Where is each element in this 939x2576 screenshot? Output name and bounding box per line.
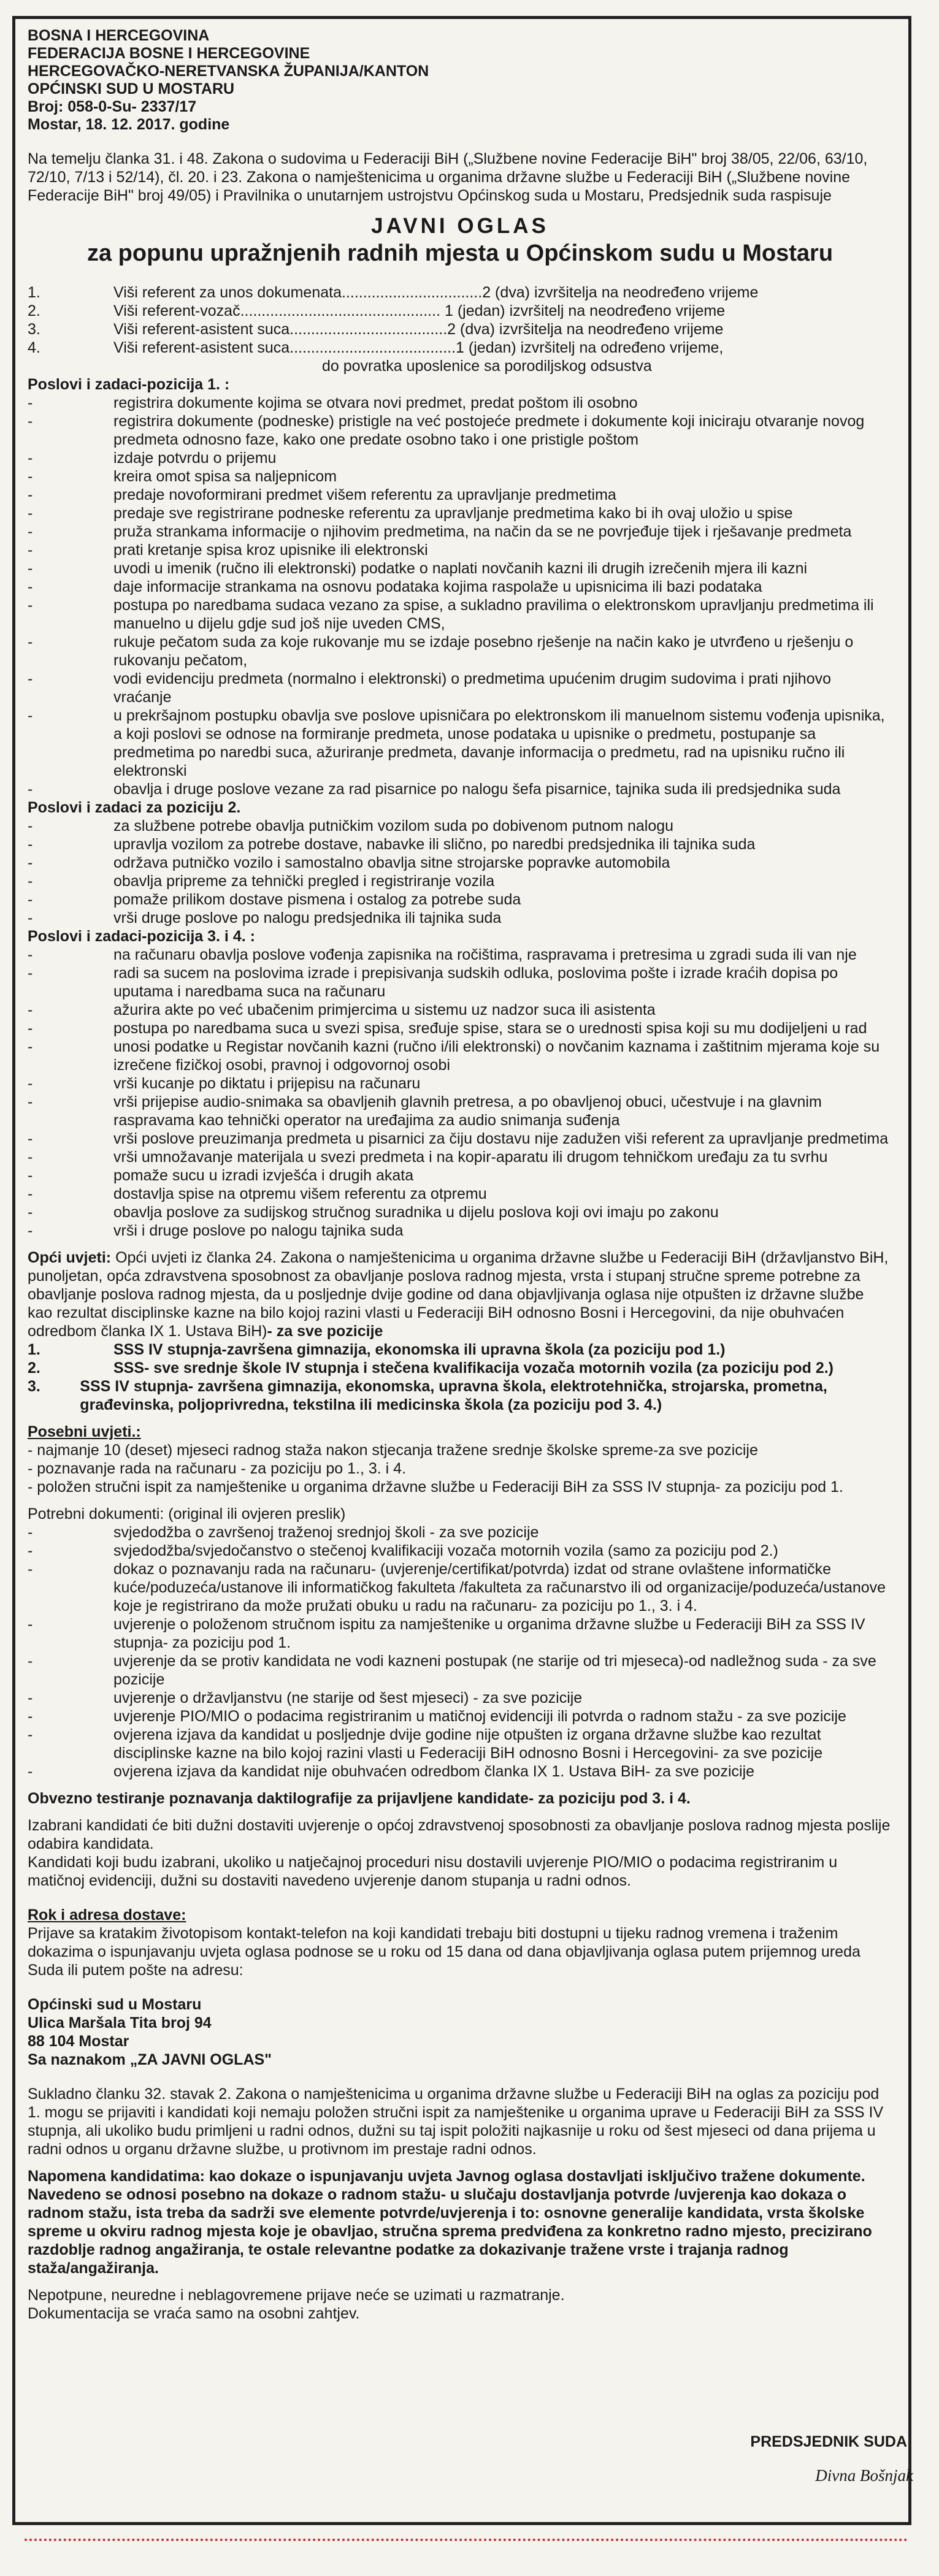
closing-line: Dokumentacija se vraća samo na osobni zahtjev.	[28, 2305, 360, 2322]
position-item	[28, 302, 892, 320]
position-text: Viši referent-vozač............................................... 1 (jedan) izvršitelj na neodređeno vrijeme	[113, 302, 726, 319]
bullet-dash: -	[28, 909, 33, 927]
header-line: Broj: 058-0-Su- 2337/17	[28, 98, 197, 115]
duty-item	[28, 559, 892, 578]
special-condition: - poznavanje rada na računaru - za poziciju po 1., 3. i 4.	[28, 1460, 407, 1477]
bullet-dash: -	[28, 1093, 33, 1110]
education-text: SSS IV stupnja- završena gimnazija, ekonomska, upravna škola, elektrotehnička, strojarska, prometna, građevinska, poljoprivredna, tekstilna ili medicinska škola (za poziciju pod 3. 4.)	[80, 1378, 827, 1413]
duty-text: uvjerenje da se protiv kandidata ne vodi kazneni postupak (ne starije od tri mjeseca)-od nadležnog suda - za sve pozicije	[113, 1653, 876, 1688]
duty-text: predaje sve registrirane podneske referentu za upravljanje predmetima kako bi ih ovaj uložio u spise	[113, 505, 793, 522]
duty-text: daje informacije strankama na osnovu podataka kojima raspolaže u upisnicima ili bazi podataka	[113, 578, 762, 595]
education-item	[28, 1340, 892, 1359]
duties-2-list	[28, 817, 892, 927]
duty-item	[28, 1019, 892, 1038]
bullet-dash: -	[28, 413, 33, 430]
duty-item	[28, 1560, 892, 1615]
general-conditions-label: Opći uvjeti:	[28, 1249, 112, 1266]
documents-heading: Potrebni dokumenti: (original ili ovjeren preslik)	[28, 1505, 346, 1523]
duty-text: vodi evidenciju predmeta (normalno i elektronski) o predmetima upućenim drugim sudovima i prati njihovo vraćanje	[113, 670, 831, 706]
duty-item	[28, 1652, 892, 1689]
education-text: SSS- sve srednje škole IV stupnja i stečena kvalifikacija vozača motornih vozila (za poziciju pod 2.)	[113, 1359, 834, 1377]
duty-text: obavlja poslove za sudijskog stručnog suradnika u dijelu poslova koji ovi imaju po zakonu	[113, 1204, 719, 1221]
duties-2-heading: Poslovi i zadaci za poziciju 2.	[28, 799, 241, 816]
duties-34-heading: Poslovi i zadaci-pozicija 3. i 4. :	[28, 928, 255, 945]
duty-text: pomaže prilikom dostave pismena i ostalog za potrebe suda	[113, 891, 521, 908]
bullet-dash: -	[28, 541, 33, 559]
bullet-dash: -	[28, 1726, 33, 1743]
bullet-dash: -	[28, 449, 33, 467]
duty-text: dostavlja spise na otpremu višem referentu za otpremu	[113, 1185, 487, 1202]
position-number	[28, 357, 113, 375]
duties-34-list	[28, 946, 892, 1240]
bullet-dash: -	[28, 1689, 33, 1707]
bullet-dash: -	[28, 891, 33, 908]
duty-text: registrira dokumente kojima se otvara novi predmet, predat poštom ili osobno	[113, 394, 638, 411]
position-number: 4.	[28, 339, 40, 356]
duty-item	[28, 1221, 892, 1240]
duty-item	[28, 1038, 892, 1074]
address-line: Općinski sud u Mostaru	[28, 1996, 202, 2013]
duty-item	[28, 449, 892, 467]
duty-text: vrši umnožavanje materijala u svezi predmeta i na kopir-aparatu ili drugom tehničkom uređaju za tu svrhu	[113, 1148, 828, 1166]
duty-item	[28, 1707, 892, 1726]
education-number: 3.	[28, 1378, 40, 1395]
header-line: Mostar, 18. 12. 2017. godine	[28, 116, 230, 133]
duty-item	[28, 522, 892, 541]
bullet-dash: -	[28, 523, 33, 540]
bullet-dash: -	[28, 1130, 33, 1147]
duty-item	[28, 596, 892, 633]
duty-item	[28, 1185, 892, 1203]
bullet-dash: -	[28, 633, 33, 651]
bullet-dash: -	[28, 578, 33, 595]
duty-item	[28, 1148, 892, 1166]
duty-text: obavlja pripreme za tehnički pregled i registriranje vozila	[113, 873, 495, 890]
duty-item	[28, 890, 892, 909]
bullet-dash: -	[28, 707, 33, 724]
duty-item	[28, 854, 892, 872]
position-item	[28, 338, 892, 357]
bullet-dash: -	[28, 505, 33, 522]
bullet-dash: -	[28, 597, 33, 614]
duty-text: svjedodžba o završenoj traženoj srednjoj školi - za sve pozicije	[113, 1524, 539, 1541]
duty-text: pomaže sucu u izradi izvješća i drugih akata	[113, 1167, 414, 1184]
bullet-dash: -	[28, 1001, 33, 1019]
duty-text: radi sa sucem na poslovima izrade i prepisivanja sudskih odluka, poslovima pošte i izrade kraćih dopisa po uputama i naredbama suca na računaru	[113, 965, 838, 1000]
public-notice	[28, 27, 892, 2323]
education-text: SSS IV stupnja-završena gimnazija, ekonomska ili upravna škola (za poziciju pod 1.)	[113, 1341, 726, 1358]
position-text: do povratka uposlenice sa porodiljskog odsustva	[322, 357, 652, 375]
mailing-address	[28, 1995, 892, 2069]
duty-text: ovjerena izjava da kandidat nije obuhvaćen odredbom članka IX 1. Ustava BiH- za sve pozicije	[113, 1763, 755, 1780]
deadline-heading: Rok i adresa dostave:	[28, 1906, 186, 1924]
bullet-dash: -	[28, 873, 33, 890]
duty-item	[28, 964, 892, 1001]
duty-text: uvodi u imenik (ručno ili elektronski) podatke o naplati novčanih kazni ili drugih izrečenih mjera ili kazni	[113, 560, 808, 577]
bullet-dash: -	[28, 1167, 33, 1184]
duty-item	[28, 504, 892, 522]
duty-item	[28, 1001, 892, 1019]
duty-text: uvjerenje PIO/MIO o podacima registriranim u matičnoj evidenciji ili potvrda o radnom stažu - za sve pozicije	[113, 1708, 846, 1725]
duty-item	[28, 1203, 892, 1221]
general-conditions-tail: - za sve pozicije	[267, 1323, 383, 1340]
bullet-dash: -	[28, 1148, 33, 1166]
header-line: OPĆINSKI SUD U MOSTARU	[28, 80, 235, 97]
education-number: 2.	[28, 1359, 40, 1377]
duty-item	[28, 1726, 892, 1762]
duty-text: uvjerenje o državljanstvu (ne starije od šest mjeseci) - za sve pozicije	[113, 1689, 583, 1707]
bullet-dash: -	[28, 1075, 33, 1092]
bullet-dash: -	[28, 394, 33, 411]
duty-item	[28, 872, 892, 890]
bullet-dash: -	[28, 1542, 33, 1559]
duty-item	[28, 780, 892, 798]
duty-text: unosi podatke u Registar novčanih kazni (ručno i/ili elektronski) o novčanim kaznama i zaštitnim mjerama koje su izrečene fizičkoj osobi, pravnoj i odgovornoj osobi	[113, 1038, 880, 1074]
general-conditions	[28, 1248, 892, 1340]
position-item	[28, 283, 892, 302]
candidate-note: Napomena kandidatima: kao dokaze o ispunjavanju uvjeta Javnog oglasa dostavljati isključivo tražene dokumente. Navedeno se odnosi posebno na dokaze o radnom stažu- u slučaju dostavljanja potvrde /uvjerenja kao dokaza o radnom stažu, ista treba da sadrži sve elemente potvrde/uvjerenja i to: osnovne generalije kandidata, vrsta školske spreme u okviru radnog mjesta koje je obavljao, stručna sprema predviđena za konkretno radno mjesto, precizirano razdoblje radnog angažiranja, te ostale relevantne podatke za dokazivanje tražene vrste i trajanja radnog staža/angažiranja.	[28, 2168, 872, 2277]
duty-item	[28, 486, 892, 504]
notice-subtitle: za popunu upražnjenih radnih mjesta u Općinskom sudu u Mostaru	[86, 240, 834, 266]
closing-line: Nepotpune, neuredne i neblagovremene prijave neće se uzimati u razmatranje.	[28, 2287, 565, 2304]
header-line: HERCEGOVAČKO-NERETVANSKA ŽUPANIJA/KANTON	[28, 63, 429, 80]
duty-text: rukuje pečatom suda za koje rukovanje mu se izdaje posebno rješenje na način kako je utvrđeno u rješenju o rukovanju pečatom,	[113, 633, 854, 669]
bullet-dash: -	[28, 854, 33, 871]
duty-item	[28, 706, 892, 780]
bullet-dash: -	[28, 836, 33, 853]
duty-item	[28, 1074, 892, 1093]
duty-item	[28, 835, 892, 854]
duty-text: za službene potrebe obavlja putničkim vozilom suda po dobivenom putnom nalogu	[113, 817, 674, 835]
duty-text: vrši kucanje po diktatu i prijepisu na računaru	[113, 1075, 421, 1092]
bullet-dash: -	[28, 781, 33, 798]
duty-item	[28, 541, 892, 559]
bullet-dash: -	[28, 670, 33, 687]
duty-text: vrši druge poslove po nalogu predsjednika ili tajnika suda	[113, 909, 502, 927]
bullet-dash: -	[28, 1708, 33, 1725]
page-bottom-border	[25, 2539, 908, 2544]
duty-item	[28, 1093, 892, 1129]
position-text: Viši referent za unos dokumenata.................................2 (dva) izvršitelja na neodređeno vrijeme	[113, 284, 759, 301]
bullet-dash: -	[28, 1524, 33, 1541]
duty-item	[28, 633, 892, 670]
duty-text: dokaz o poznavanju rada na računaru- (uvjerenje/certifikat/potvrda) izdat od strane ovlaštene informatičke kuće/poduzeća/ustanove ili informatičkog fakulteta /fakulteta za računarstvo ili od organizacije/poduzeća/ustanove koje je registrirano da može pružati obuku u radu na računaru- za poziciju po 1., 3. i 4.	[113, 1561, 886, 1615]
positions-list	[28, 283, 892, 375]
article-32-note: Sukladno članku 32. stavak 2. Zakona o namještenicima u organima državne službe u Federaciji BiH na oglas za poziciju pod 1. mogu se prijaviti i kandidati koji nemaju položen stručni ispit za namještenike u organima uprave u Federaciji BiH za SSS IV stupnja, ali ukoliko budu primljeni u radni odnos, dužni su taj ispit položiti najkasnije u roku od šest mjeseci od dana prijema u radni odnos u organu državne službe, u protivnom im prestaje radni odnos.	[28, 2085, 884, 2158]
address-line: Ulica Maršala Tita broj 94	[28, 2014, 212, 2031]
duty-text: u prekršajnom postupku obavlja sve poslove upisničara po elektronskom ili manuelnom sistemu vođenja upisnika, a koji poslovi se odnose na formiranje predmeta, unose podataka u upisnike o predmetu, postupanje sa predmetima po naredbi suca, ažuriranje predmeta, davanje informacija o predmetu, rad na upisniku ručno ili elektronski	[113, 707, 885, 779]
bullet-dash: -	[28, 1616, 33, 1633]
duty-item	[28, 412, 892, 449]
duty-text: predaje novoformirani predmet višem referentu za upravljanje predmetima	[113, 486, 616, 503]
duty-text: kreira omot spisa sa naljepnicom	[113, 468, 337, 485]
intro-paragraph: Na temelju članka 31. i 48. Zakona o sudovima u Federaciji BiH („Službene novine Federacije BiH" broj 38/05, 22/06, 63/10, 72/10, 7/13 i 52/14), čl. 20. i 23. Zakona o namještenicima u organima državne službe u Federaciji BiH („Službene novine Federacije BiH" broj 49/05) i Pravilnika o unutarnjem ustrojstvu Općinskog suda u Mostaru, Predsjednik suda raspisuje	[28, 150, 868, 204]
bullet-dash: -	[28, 1222, 33, 1239]
position-number: 3.	[28, 321, 40, 338]
duty-text: vrši poslove preuzimanja predmeta u pisarnici za čiju dostavu nije zadužen viši referent za upravljanje predmetima	[113, 1130, 889, 1147]
position-number: 1.	[28, 284, 40, 301]
duty-item	[28, 1762, 892, 1781]
duty-text: ažurira akte po već ubačenim primjercima u sistemu uz nadzor suca ili asistenta	[113, 1001, 656, 1019]
duty-text: uvjerenje o položenom stručnom ispitu za namještenike u organima državne službe u Federaciji BiH za SSS IV stupnja- za poziciju pod 1.	[113, 1616, 865, 1651]
duty-text: prati kretanje spisa kroz upisnike ili elektronski	[113, 541, 428, 559]
duties-1-heading: Poslovi i zadaci-pozicija 1. :	[28, 376, 230, 393]
duty-item	[28, 1542, 892, 1560]
duty-item	[28, 1615, 892, 1652]
documents-list	[28, 1523, 892, 1781]
general-conditions-text: Opći uvjeti iz članka 24. Zakona o namještenicima u organima državne službe u Federaciji BiH (državljanstvo BiH, punoljetan, opća zdravstvena sposobnost za obavljanje poslova radnog mjesta, vrsta i stupanj stručne spreme potrebne za obavljanje poslova radnog mjesta, da u posljednje dvije godine od dana objavljivanja oglasa nije otpušten iz državne službe kao rezultat disciplinske kazne na bilo kojoj razini vlasti u Federaciji BiH odnosno Bosni i Hercegovini, da nije obuhvaćen odredbom članka IX 1. Ustava BiH)	[28, 1249, 889, 1340]
bullet-dash: -	[28, 560, 33, 577]
duty-text: održava putničko vozilo i samostalno obavlja sitne strojarske popravke automobila	[113, 854, 670, 871]
bullet-dash: -	[28, 486, 33, 503]
position-number: 2.	[28, 302, 40, 319]
bullet-dash: -	[28, 817, 33, 835]
court-header	[28, 27, 892, 134]
education-list	[28, 1340, 892, 1414]
duty-text: obavlja i druge poslove vezane za rad pisarnice po nalogu šefa pisarnice, tajnika suda ili predsjednika suda	[113, 781, 841, 798]
duty-item	[28, 1166, 892, 1185]
duty-text: postupa po naredbama sudaca vezano za spise, a sukladno pravilima o elektronskom upravljanju predmetima ili manuelno u dijelu gdje sud još nije uveden CMS,	[113, 597, 874, 632]
special-condition: - najmanje 10 (deset) mjeseci radnog staža nakon stjecanja tražene srednje školske spreme-za sve pozicije	[28, 1442, 758, 1459]
duties-1-list	[28, 394, 892, 798]
duty-text: postupa po naredbama suca u svezi spisa, sređuje spise, stara se o urednosti spisa koji su mu dodijeljeni u rad	[113, 1020, 867, 1037]
position-item	[28, 320, 892, 338]
duty-text: na računaru obavlja poslove vođenja zapisnika na ročištima, raspravama i pretresima u zgradi suda ili van nje	[113, 946, 857, 963]
duty-item	[28, 946, 892, 964]
special-conditions-heading: Posebni uvjeti.:	[28, 1423, 141, 1440]
duty-item	[28, 467, 892, 486]
position-text: Viši referent-asistent suca.....................................2 (dva) izvršitelja na neodređeno vrijeme	[113, 321, 724, 338]
duty-item	[28, 1523, 892, 1542]
selected-candidates-note: Izabrani kandidati će biti dužni dostaviti uvjerenje o općoj zdravstvenoj sposobnosti za obavljanje poslova radnog mjesta poslije odabira kandidata.	[28, 1817, 891, 1852]
duty-text: vrši prijepise audio-snimaka sa obavljenih glavnih pretresa, a po obavljenoj obuci, učestvuje i na glavnim raspravama kao tehnički operator na uređajima za audio snimanja suđenja	[113, 1093, 822, 1129]
education-item	[28, 1359, 892, 1377]
bullet-dash: -	[28, 1020, 33, 1037]
education-number: 1.	[28, 1341, 40, 1358]
signature-name: Divna Bošnjak	[815, 2466, 913, 2485]
deadline-text: Prijave sa kratakim životopisom kontakt-telefon na koji kandidati trebaju biti dostupni u tijeku radnog vremena i traženim dokazima o ispunjavanju uvjeta oglasa podnose se u roku od 15 dana od dana objavljivanja oglasa putem prijemnog ureda Suda ili putem pošte na adresu:	[28, 1925, 860, 1979]
duty-text: registrira dokumente (podneske) pristigle na već postojeće predmete i dokumente koji iniciraju otvaranje novog predmeta odnosno faze, kako one predate osobno tako i one pristigle poštom	[113, 413, 865, 448]
bullet-dash: -	[28, 468, 33, 485]
typing-test-note: Obvezno testiranje poznavanja daktilografije za prijavljene kandidate- za poziciju pod 3. i 4.	[28, 1790, 691, 1807]
duty-item	[28, 1689, 892, 1707]
duty-text: pruža strankama informacije o njihovim predmetima, na način da se ne povrjeđuje tijek i rješavanje predmeta	[113, 523, 852, 540]
bullet-dash: -	[28, 1204, 33, 1221]
header-line: FEDERACIJA BOSNE I HERCEGOVINE	[28, 45, 310, 62]
education-item	[28, 1377, 892, 1414]
duty-item	[28, 1129, 892, 1148]
header-line: BOSNA I HERCEGOVINA	[28, 27, 210, 44]
duty-item	[28, 909, 892, 927]
duty-text: izdaje potvrdu o prijemu	[113, 449, 277, 467]
duty-text: vrši i druge poslove po nalogu tajnika suda	[113, 1222, 404, 1239]
duty-item	[28, 394, 892, 412]
bullet-dash: -	[28, 1653, 33, 1670]
duty-text: svjedodžba/svjedočanstvo o stečenoj kvalifikaciji vozača motornih vozila (samo za poziciju pod 2.)	[113, 1542, 778, 1559]
bullet-dash: -	[28, 1038, 33, 1055]
position-text: Viši referent-asistent suca.......................................1 (jedan) izvršitelj na određeno vrijeme,	[113, 339, 724, 356]
address-line: Sa naznakom „ZA JAVNI OGLAS"	[28, 2051, 272, 2068]
special-conditions-list	[28, 1441, 892, 1496]
signature-title: PREDSJEDNIK SUDA	[750, 2433, 907, 2450]
bullet-dash: -	[28, 965, 33, 982]
duty-item	[28, 817, 892, 835]
position-item	[28, 357, 892, 375]
special-condition: - položen stručni ispit za namještenike u organima državne službe u Federaciji BiH za SSS IV stupnja- za poziciju pod 1.	[28, 1478, 843, 1496]
duty-item	[28, 578, 892, 596]
bullet-dash: -	[28, 1185, 33, 1202]
notice-title: JAVNI OGLAS	[371, 214, 549, 238]
duty-text: ovjerena izjava da kandidat u posljednje dvije godine nije otpušten iz organa državne službe kao rezultat disciplinske kazne na bilo kojoj razini vlasti u Federaciji BiH odnosno Bosni i Hercegovini- za sve pozicije	[113, 1726, 823, 1762]
address-line: 88 104 Mostar	[28, 2033, 129, 2050]
duty-item	[28, 670, 892, 706]
bullet-dash: -	[28, 1561, 33, 1578]
bullet-dash: -	[28, 1763, 33, 1780]
bullet-dash: -	[28, 946, 33, 963]
duty-text: upravlja vozilom za potrebe dostave, nabavke ili slično, po naredbi predsjednika ili tajnika suda	[113, 836, 756, 853]
pio-mio-note: Kandidati koji budu izabrani, ukoliko u natječajnoj proceduri nisu dostavili uvjerenje PIO/MIO o podacima registriranim u matičnoj evidenciji, dužni su dostaviti navedeno uvjerenje danom stupanja u radni odnos.	[28, 1854, 838, 1889]
